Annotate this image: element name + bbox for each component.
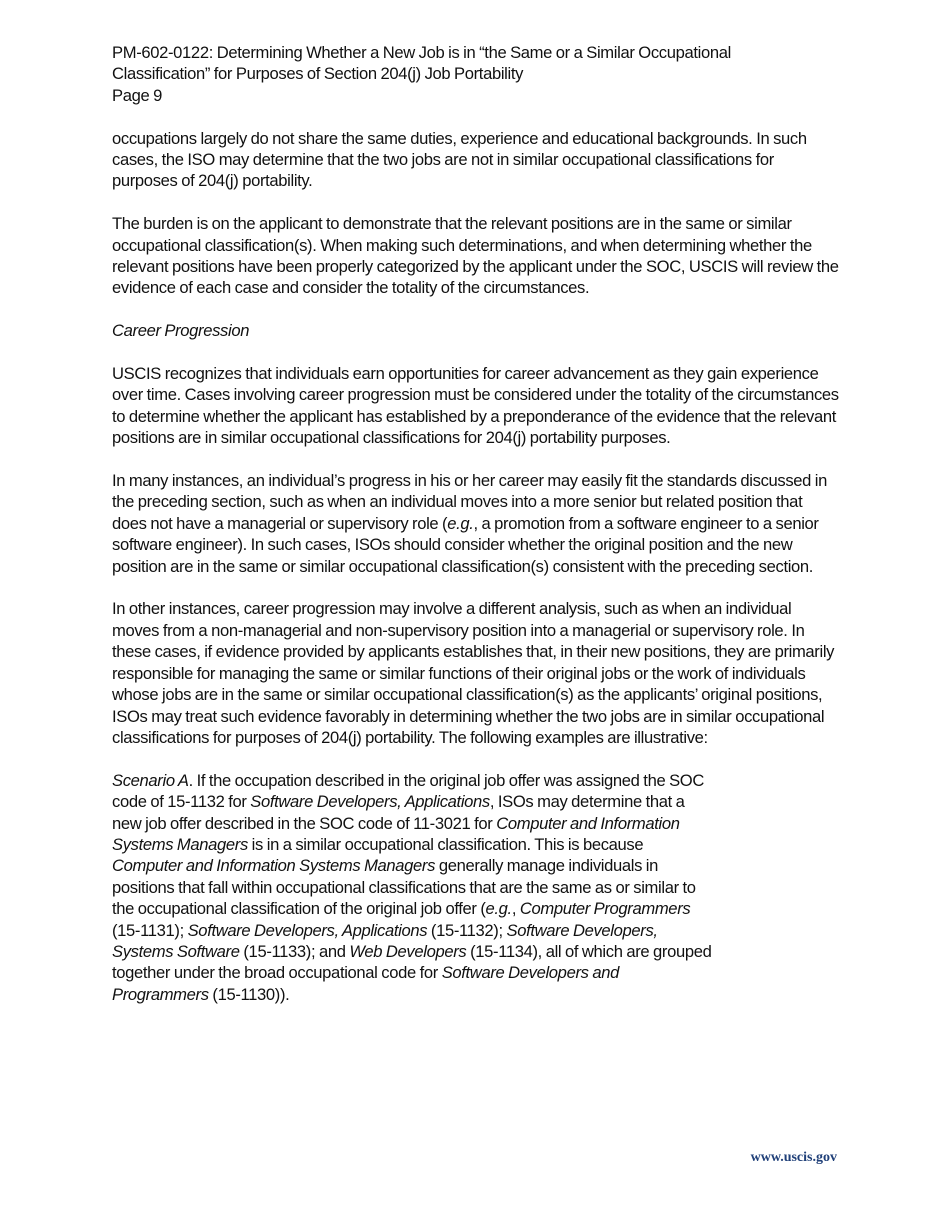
scenario-a-block: Scenario A. If the occupation described in the original job offer was assigned the SOC code of 15-1132 for Software Developers, Applications, ISOs may determine that a new job offer described in the SOC code of 11-3021 for Computer and Information Systems Managers is in a similar occupational classification. This is because Computer and Information Systems Managers generally manage individuals in positions that fall within occupational classifications that are the same as or similar to the occupational classification of the original job offer (e.g., Computer Programmers (15-1131); Software Developers, Applications (15-1132); Software Developers, Systems Software (15-1133); and Web Developers (15-1134), all of which are grouped together under the broad occupational code for Software Developers and Programmers (15-1130)). [112, 770, 712, 1004]
page-number: Page 9 [112, 85, 162, 105]
footer-website-link[interactable]: www.uscis.gov [750, 1150, 837, 1165]
section-heading-career-progression: Career Progression [112, 321, 250, 341]
scenario-a-label: Scenario A [112, 770, 189, 790]
document-body [112, 128, 840, 1006]
document-page [112, 42, 840, 1027]
paragraph-occupations: occupations largely do not share the same duties, experience and educational backgrounds. In such cases, the ISO may determine that the two jobs are not in similar occupational classifications for purposes of 204(j) portability. [112, 128, 807, 191]
paragraph-many-instances: In many instances, an individual’s progress in his or her career may easily fit the standards discussed in the preceding section, such as when an individual moves into a more senior but related position that does not have a managerial or supervisory role (e.g., a promotion from a software engineer to a senior software engineer). In such cases, ISOs should consider whether the original position and the new position are in the same or similar occupational classification(s) consistent with the preceding section. [112, 471, 828, 576]
paragraph-uscis-recognizes: USCIS recognizes that individuals earn opportunities for career advancement as they gain experience over time. Cases involving career progression must be considered under the totality of the circumstances to determine whether the applicant has established by a preponderance of the evidence that the relevant positions are in similar occupational classifications for 204(j) portability purposes. [112, 364, 839, 448]
paragraph-other-instances: In other instances, career progression may involve a different analysis, such as when an individual moves from a non-managerial and non-supervisory position into a managerial or supervisory role. In these cases, if evidence provided by applicants establishes that, in their new positions, they are primarily responsible for managing the same or similar functions of their original jobs or the work of individuals whose jobs are in the same or similar occupational classification(s) as the applicants’ original positions, ISOs may treat such evidence favorably in determining whether the two jobs are in similar occupational classifications for purposes of 204(j) portability. The following examples are illustrative: [112, 599, 835, 747]
paragraph-burden: The burden is on the applicant to demonstrate that the relevant positions are in the same or similar occupational classification(s). When making such determinations, and when determining whether the relevant positions have been properly categorized by the applicant under the SOC, USCIS will review the evidence of each case and consider the totality of the circumstances. [112, 214, 839, 298]
header-title-line1: PM-602-0122: Determining Whether a New Job is in “the Same or a Similar Occupational [112, 43, 731, 62]
page-header [112, 42, 840, 106]
header-title-line2: Classification” for Purposes of Section 204(j) Job Portability [112, 64, 524, 84]
